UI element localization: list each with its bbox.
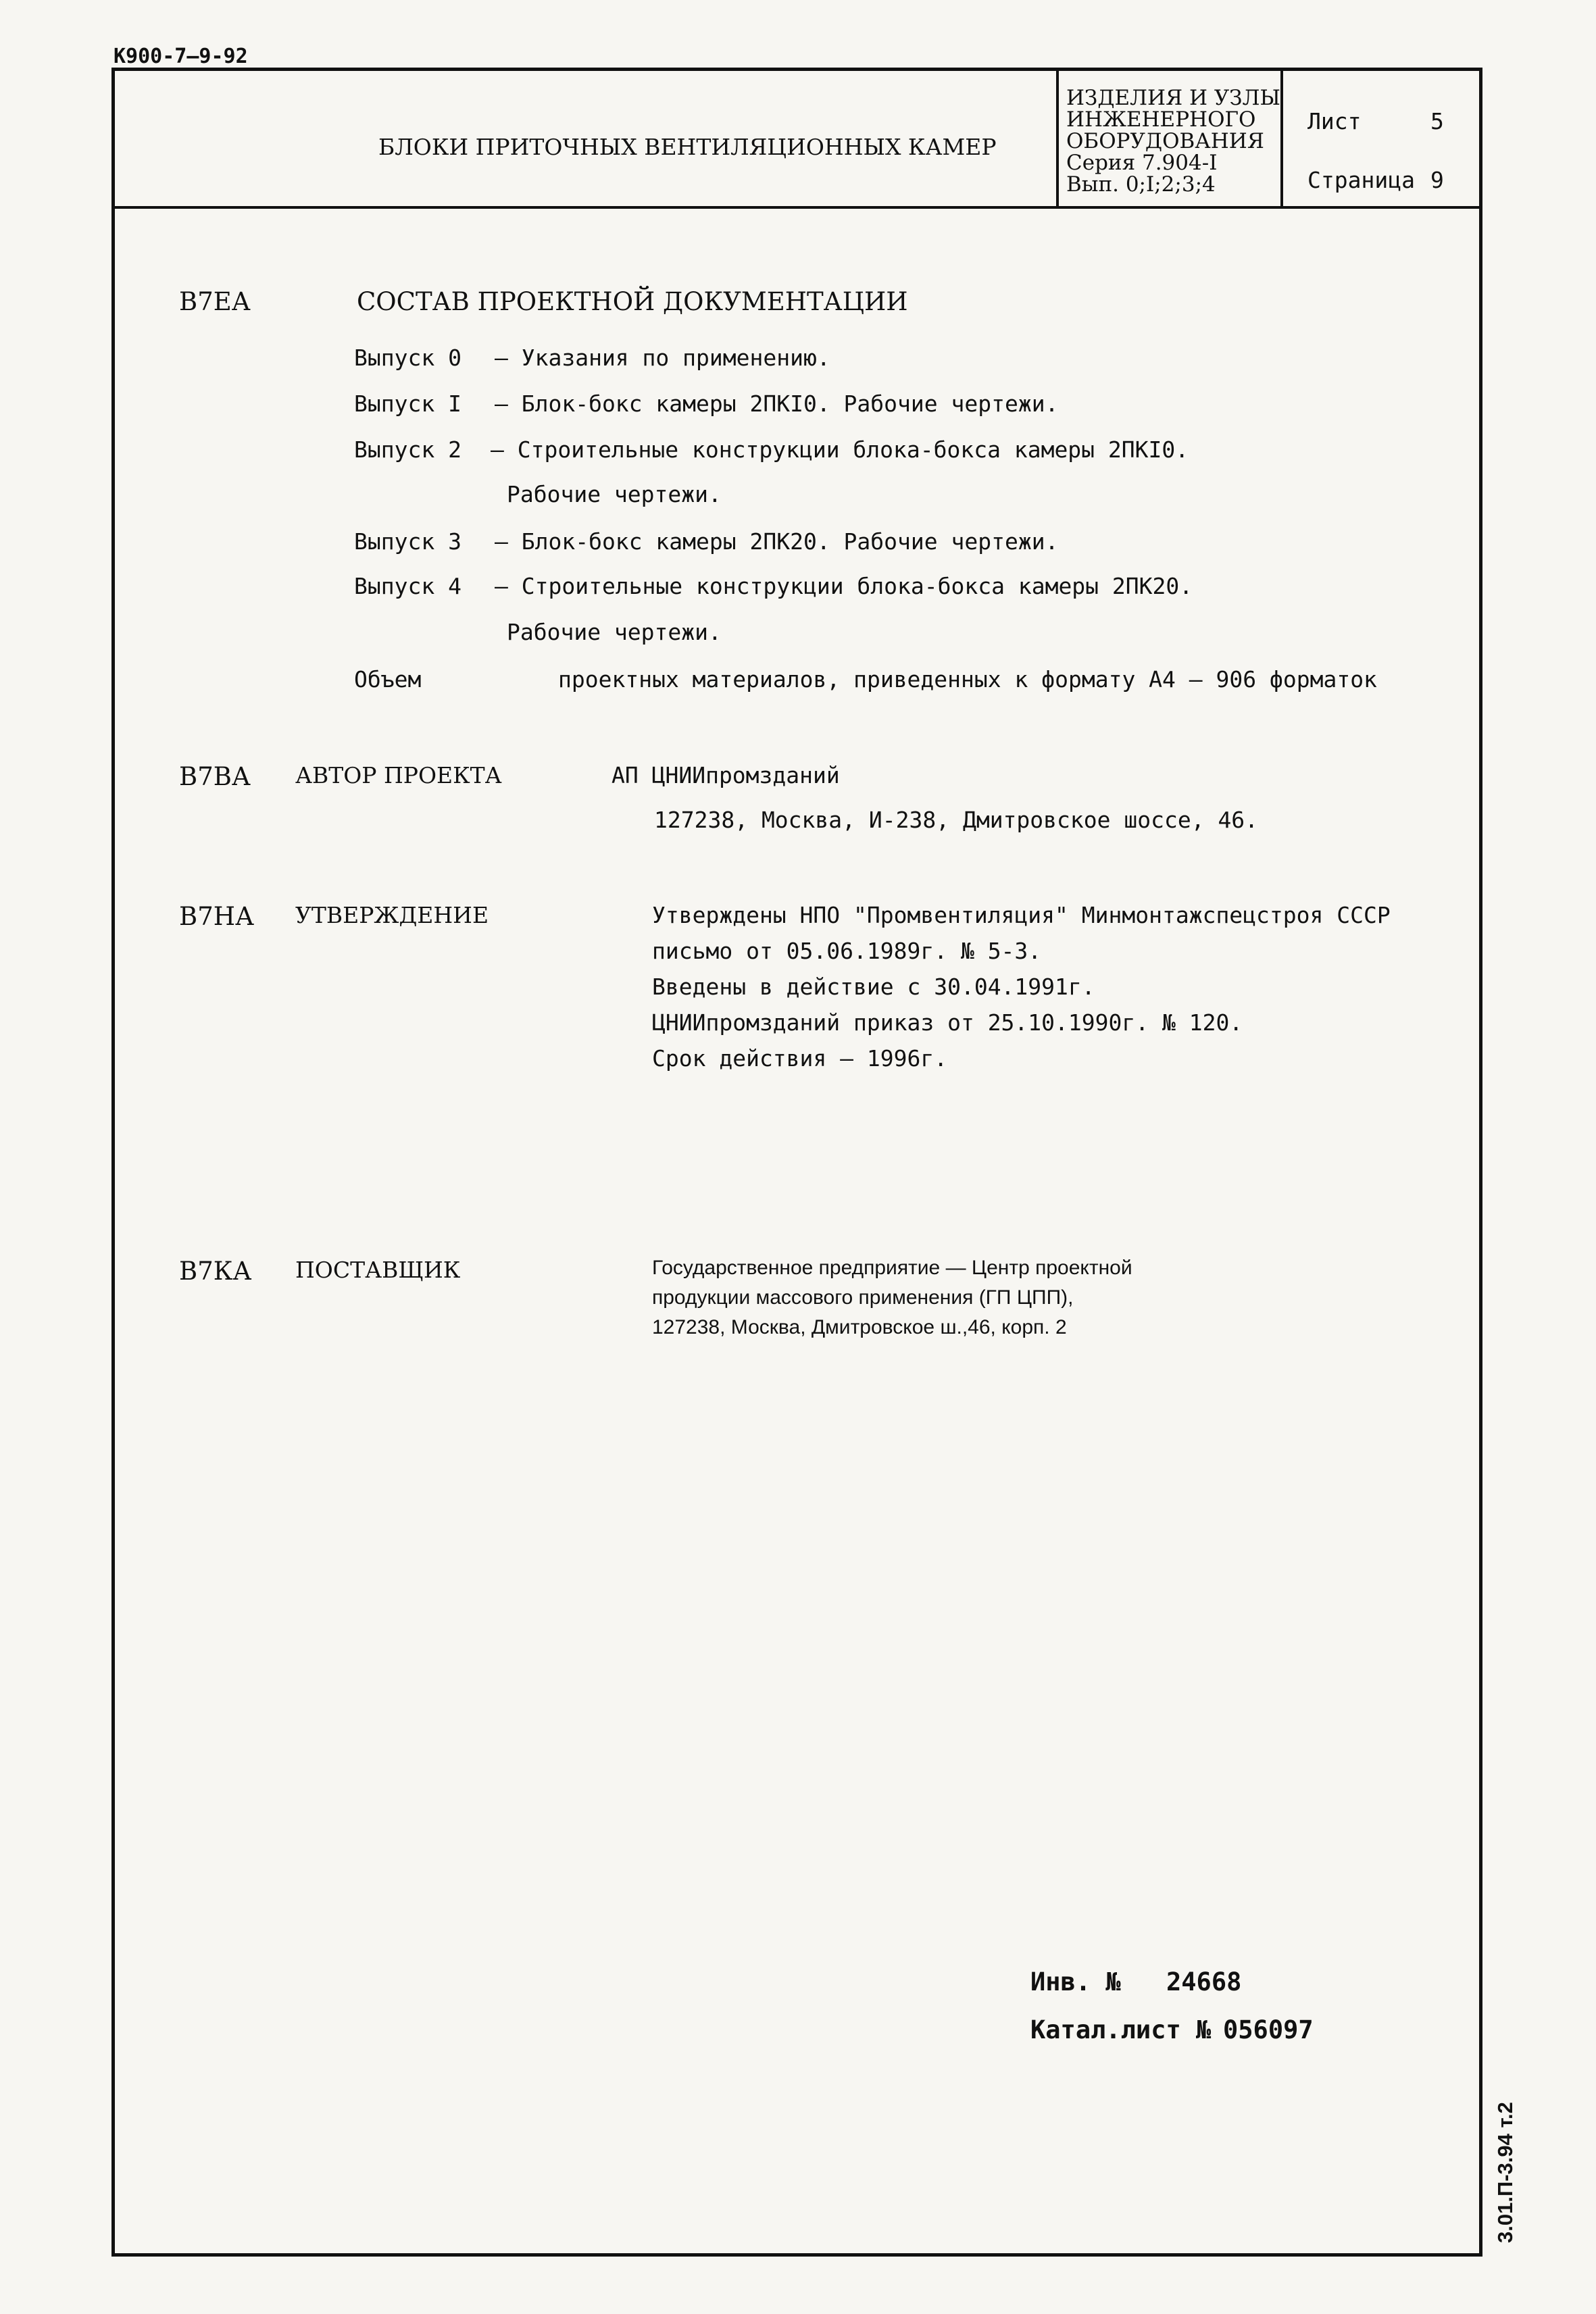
section-code-composition: В7ЕА [179, 287, 251, 316]
series-line-4: Серия 7.904-I [1066, 151, 1218, 175]
catalog-label: Катал.лист № [1030, 2015, 1212, 2044]
section-code-supplier: В7КА [179, 1257, 252, 1286]
series-line-5: Вып. 0;I;2;3;4 [1066, 172, 1216, 197]
issue-text-4: – Строительные конструкции блока-бокса камеры 2ПК20. [495, 573, 1193, 599]
issue-label-1: Выпуск I [354, 391, 462, 417]
page-label: Страница [1307, 167, 1415, 193]
section-title-composition: СОСТАВ ПРОЕКТНОЙ ДОКУМЕНТАЦИИ [357, 287, 908, 316]
author-line-1: АП ЦНИИпромзданий [612, 762, 840, 788]
section-code-author: В7ВА [179, 762, 251, 791]
header-vline-right [1280, 68, 1283, 207]
issue-label-2: Выпуск 2 [354, 436, 462, 463]
catalog-value: 056097 [1223, 2015, 1314, 2044]
header-vline-left [1056, 68, 1059, 207]
side-stamp: 3.01.П-3.94 т.2 [1493, 2102, 1517, 2243]
series-line-1: ИЗДЕЛИЯ И УЗЛЫ [1066, 86, 1280, 110]
volume-text: проектных материалов, приведенных к формату А4 – 906 форматок [558, 666, 1377, 693]
sheet-value: 5 [1430, 108, 1444, 134]
header-title: БЛОКИ ПРИТОЧНЫХ ВЕНТИЛЯЦИОННЫХ КАМЕР [378, 134, 997, 160]
supplier-line-3: 127238, Москва, Дмитровское ш.,46, корп. 2 [652, 1316, 1067, 1338]
approval-line-1: Утверждены НПО "Промвентиляция" Минмонтажспецстроя СССР [652, 902, 1391, 928]
issue-label-4: Выпуск 4 [354, 573, 462, 599]
author-line-2: 127238, Москва, И-238, Дмитровское шоссе, 46. [654, 807, 1259, 833]
issue-text-3: – Блок-бокс камеры 2ПК20. Рабочие чертежи. [495, 528, 1059, 555]
issue-text-2: – Строительные конструкции блока-бокса камеры 2ПКI0. [491, 436, 1189, 463]
supplier-line-2: продукции массового применения (ГП ЦПП), [652, 1286, 1074, 1309]
section-code-approval: В7НА [179, 902, 255, 931]
approval-line-5: Срок действия – 1996г. [652, 1045, 948, 1072]
sheet-label: Лист [1307, 108, 1362, 134]
issue-text-0: – Указания по применению. [495, 345, 830, 371]
supplier-line-1: Государственное предприятие — Центр проектной [652, 1257, 1132, 1279]
section-title-supplier: ПОСТАВЩИК [295, 1257, 461, 1283]
document-code: К900-7—9-92 [114, 45, 248, 68]
approval-line-2: письмо от 05.06.1989г. № 5-3. [652, 938, 1042, 964]
issue-text-1: – Блок-бокс камеры 2ПКI0. Рабочие чертежи. [495, 391, 1059, 417]
issue-label-0: Выпуск 0 [354, 345, 462, 371]
header-divider [111, 206, 1482, 209]
series-line-3: ОБОРУДОВАНИЯ [1066, 129, 1264, 153]
approval-line-4: ЦНИИпромзданий приказ от 25.10.1990г. № 120. [652, 1009, 1243, 1036]
approval-line-3: Введены в действие с 30.04.1991г. [652, 974, 1095, 1000]
inv-value: 24668 [1166, 1967, 1242, 1996]
series-line-2: ИНЖЕНЕРНОГО [1066, 107, 1256, 132]
section-title-author: АВТОР ПРОЕКТА [295, 762, 502, 788]
issue-cont-4: Рабочие чертежи. [507, 619, 722, 645]
volume-label: Объем [354, 666, 422, 693]
section-title-approval: УТВЕРЖДЕНИЕ [295, 902, 489, 928]
page-value: 9 [1430, 167, 1444, 193]
issue-label-3: Выпуск 3 [354, 528, 462, 555]
issue-cont-2: Рабочие чертежи. [507, 481, 722, 507]
inv-label: Инв. № [1030, 1967, 1121, 1996]
